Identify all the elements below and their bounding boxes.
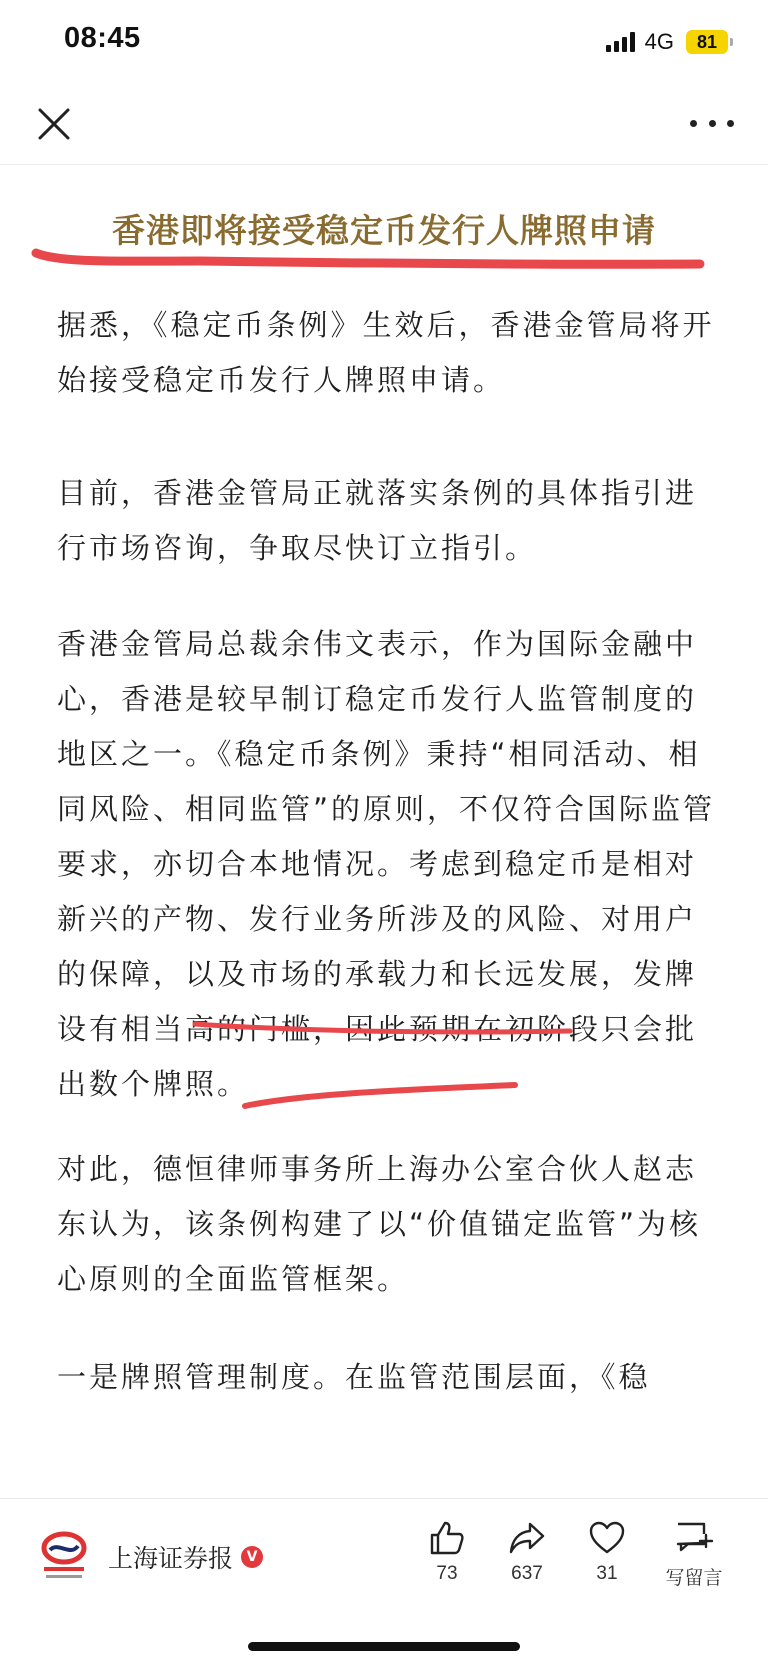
article-paragraph: 目前，香港金管局正就落实条例的具体指引进行市场咨询，争取尽快订立指引。 — [57, 476, 698, 565]
nav-bar — [0, 84, 768, 165]
network-type: 4G — [644, 29, 674, 54]
share-button[interactable] — [500, 1519, 554, 1590]
favorite-count: 31 — [596, 1563, 618, 1584]
source-logo-icon — [40, 1531, 88, 1583]
close-button[interactable] — [34, 104, 74, 144]
comment-button[interactable] — [660, 1519, 728, 1590]
title-underline-stroke — [36, 253, 700, 264]
signal-icon — [606, 32, 635, 52]
favorite-button[interactable] — [580, 1519, 634, 1590]
article-body[interactable] — [0, 165, 768, 1495]
close-icon — [34, 104, 74, 144]
article-title: 香港即将接受稳定币发行人牌照申请 — [112, 211, 656, 250]
source-account[interactable] — [40, 1531, 263, 1583]
like-count: 73 — [436, 1563, 458, 1584]
status-time: 08:45 — [64, 22, 141, 54]
like-button[interactable] — [420, 1519, 474, 1590]
share-icon — [508, 1519, 546, 1557]
battery-level: 81 — [696, 31, 718, 52]
verified-badge: V — [241, 1546, 263, 1568]
battery-icon — [686, 30, 728, 54]
more-button[interactable] — [690, 108, 734, 138]
status-bar — [0, 0, 768, 84]
comment-label: 写留言 — [665, 1567, 723, 1589]
home-indicator[interactable] — [248, 1642, 520, 1651]
status-indicators — [606, 28, 728, 56]
article-paragraph: 一是牌照管理制度。在监管范围层面，《稳 — [57, 1360, 651, 1394]
heart-icon — [588, 1519, 626, 1557]
article-paragraph: 香港金管局总裁余伟文表示，作为国际金融中心，香港是较早制订稳定币发行人监管制度的地区之一。《稳定币条例》秉持“相同活动、相同风险、相同监管”的原则，不仅符合国际监管要求，亦切合本地情况。考虑到稳定币是相对新兴的产物、发行业务所涉及的风险、对用户的保障，以及市场的承载力和长远发展，发牌设有相当高的门槛，因此预期在初阶段只会批出数个牌照。 — [57, 627, 716, 1101]
bottom-bar — [0, 1498, 768, 1664]
comment-add-icon — [674, 1519, 714, 1557]
thumbs-up-icon — [428, 1519, 466, 1557]
action-bar — [420, 1519, 728, 1590]
article-paragraph: 据悉，《稳定币条例》生效后，香港金管局将开始接受稳定币发行人牌照申请。 — [57, 308, 715, 397]
article-paragraph: 对此，德恒律师事务所上海办公室合伙人赵志东认为，该条例构建了以“价值锚定监管”为核心原则的全面监管框架。 — [57, 1152, 702, 1296]
share-count: 637 — [511, 1563, 543, 1584]
more-dots-icon — [690, 120, 697, 127]
source-name: 上海证券报 — [108, 1544, 234, 1573]
